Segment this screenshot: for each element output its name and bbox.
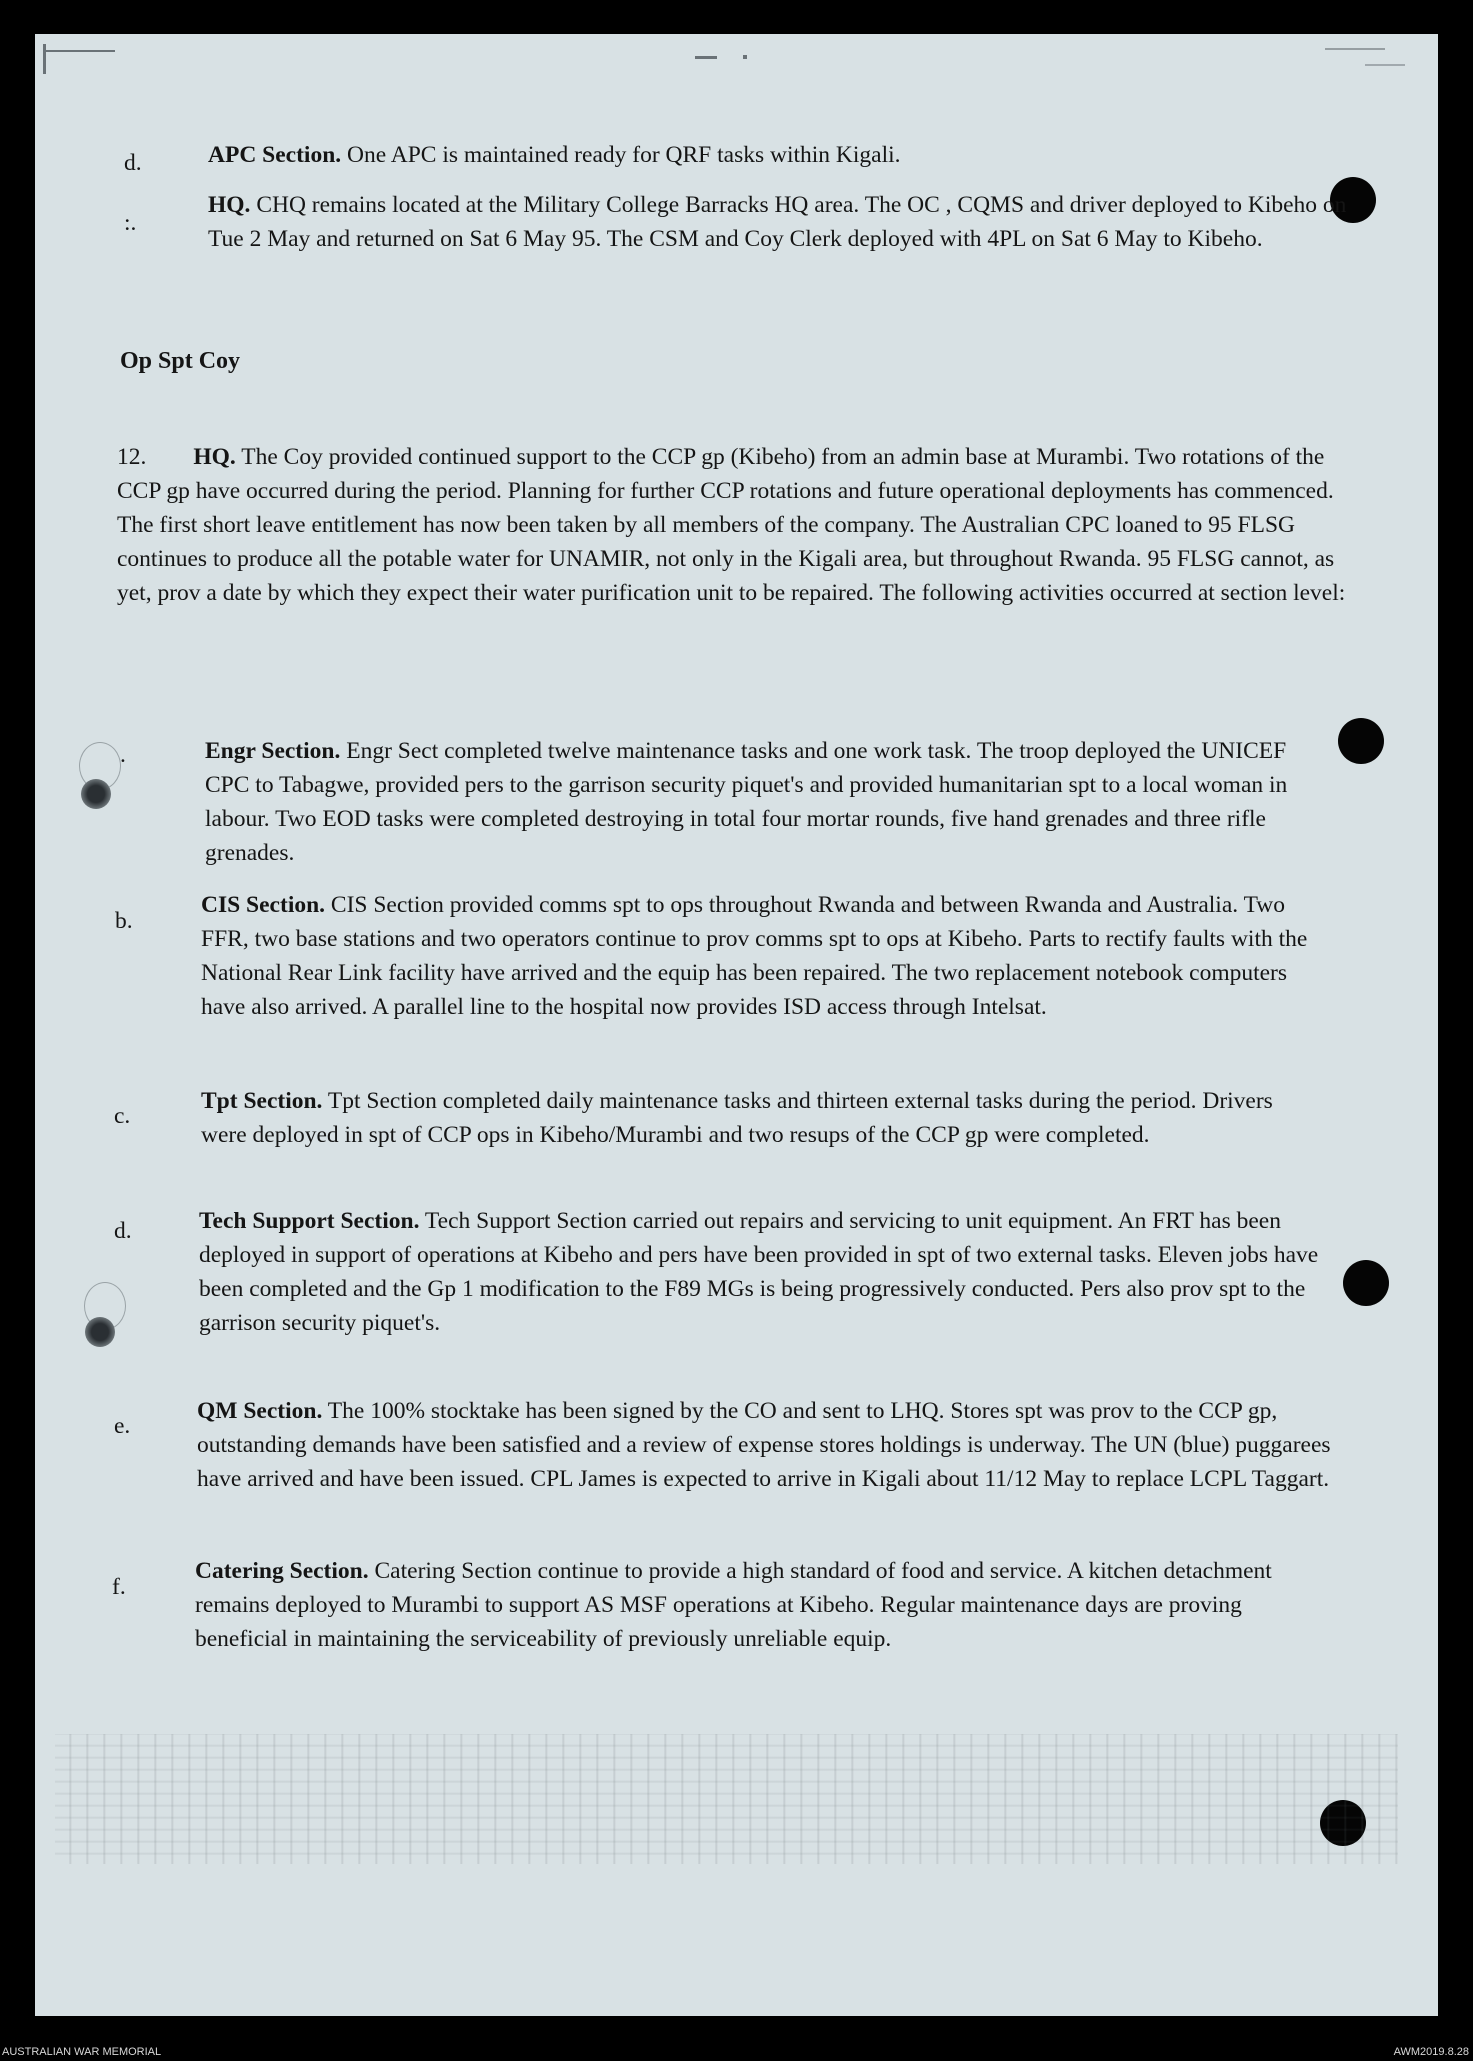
para-title: Engr Section. [205,738,341,764]
scan-artifact [695,56,717,59]
paragraph-hq-coy [208,188,1348,256]
paragraph-12-hq [117,440,1347,610]
paragraph-cis-section [201,888,1336,1024]
scan-artifact [45,50,115,52]
faint-punch-hole [81,779,111,809]
scan-artifact [1365,64,1405,66]
para-text: CHQ remains located at the Military College Barracks HQ area. The OC , CQMS and driver deployed to Kibeho on Tue 2 May and returned on Sat 6 May 95. The CSM and Coy Clerk deployed with 4PL on Sat 6 May to Kibeho. [208,192,1347,252]
para-marker: c. [114,1103,131,1129]
para-marker: 12. [117,444,147,470]
para-marker: e. [114,1413,131,1439]
scan-noise [55,1734,1398,1864]
para-title: QM Section. [197,1398,323,1424]
para-title: HQ. [208,192,251,218]
para-text: Tech Support Section carried out repairs and servicing to unit equipment. An FRT has been deployed in support of operations at Kibeho and pers have been provided in spt of two external tasks. Eleven jobs have been completed and the Gp 1 modification to the F89 MGs is being progressively conducted. Pers also prov spt to the garrison security piquet's. [199,1208,1319,1336]
para-text: The Coy provided continued support to the CCP gp (Kibeho) from an admin base at Murambi. Two rotations of the CCP gp have occurred during the period. Planning for further CCP rotations and future operational deployments has commenced. The first short leave entitlement has now been taken by all members of the company. The Australian CPC loaned to 95 FLSG continues to produce all the potable water for UNAMIR, not only in the Kigali area, but throughout Rwanda. 95 FLSG cannot, as yet, prov a date by which they expect their water purification unit to be repaired. The following activities occurred at section level: [117,444,1346,606]
scan-artifact [43,44,46,74]
para-title: CIS Section. [201,892,326,918]
para-marker: . [120,742,126,768]
para-marker: f. [112,1574,126,1600]
para-text: Engr Sect completed twelve maintenance tasks and one work task. The troop deployed the UNICEF CPC to Tabagwe, provided pers to the garrison security piquet's and provided humanitarian spt to a local woman in labour. Two EOD tasks were completed destroying in total four mortar rounds, five hand grenades and three rifle grenades. [205,738,1288,866]
paragraph-engr-section [205,734,1335,870]
punch-hole [1338,718,1384,764]
para-title: Tech Support Section. [199,1208,420,1234]
punch-hole [1343,1260,1389,1306]
scan-artifact [1325,48,1385,50]
para-marker: :. [124,210,137,236]
section-heading: Op Spt Coy [120,348,241,374]
para-title: Catering Section. [195,1558,369,1584]
para-title: Tpt Section. [201,1088,323,1114]
para-text: Catering Section continue to provide a high standard of food and service. A kitchen detachment remains deployed to Murambi to support AS MSF operations at Kibeho. Regular maintenance days are proving beneficial in maintaining the serviceability of previously unreliable equip. [195,1558,1272,1652]
para-marker: d. [114,1218,132,1244]
scan-artifact [743,55,747,59]
para-marker: d. [124,150,142,176]
footer-credit: AUSTRALIAN WAR MEMORIAL [2,2046,162,2058]
footer-accession-number: AWM2019.8.28 [1393,2046,1469,2058]
paragraph-catering-section [195,1554,1325,1656]
para-marker: b. [115,908,133,934]
para-text: CIS Section provided comms spt to ops throughout Rwanda and between Rwanda and Australia. Two FFR, two base stations and two operators continue to prov comms spt to ops at Kibeho. Parts to rectify faults with the National Rear Link facility have arrived and the equip has been repaired. The two replacement notebook computers have also arrived. A parallel line to the hospital now provides ISD access through Intelsat. [201,892,1308,1020]
para-title: HQ. [193,444,236,470]
para-text: One APC is maintained ready for QRF tasks within Kigali. [347,142,901,168]
paragraph-qm-section [197,1394,1337,1496]
paragraph-tpt-section [201,1084,1321,1152]
para-title: APC Section. [208,142,342,168]
paragraph-apc-section [208,138,1308,172]
faint-punch-hole [85,1317,115,1347]
paragraph-tech-support-section [199,1204,1339,1340]
para-text: The 100% stocktake has been signed by the CO and sent to LHQ. Stores spt was prov to the CCP gp, outstanding demands have been satisfied and a review of expense stores holdings is underway. The UN (blue) puggarees have arrived and have been issued. CPL James is expected to arrive in Kigali about 11/12 May to replace LCPL Taggart. [197,1398,1331,1492]
document-page [35,34,1438,2016]
para-text: Tpt Section completed daily maintenance tasks and thirteen external tasks during the period. Drivers were deployed in spt of CCP ops in Kibeho/Murambi and two resups of the CCP gp were completed. [201,1088,1273,1148]
